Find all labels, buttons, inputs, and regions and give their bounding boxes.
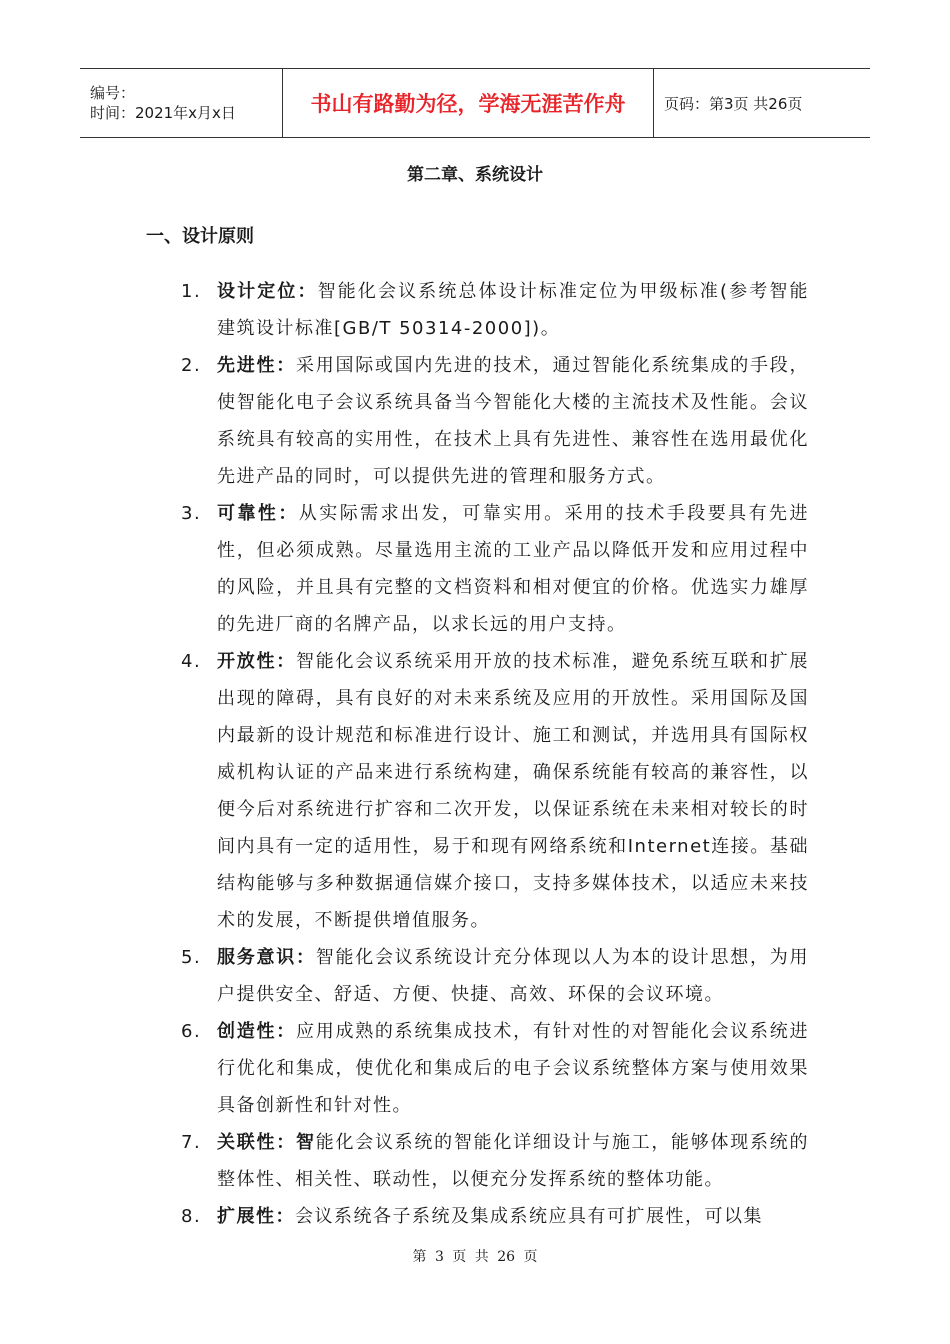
page-footer: 第 3 页 共 26 页 <box>412 1249 538 1265</box>
item-text: 应用成熟的系统集成技术，有针对性的对智能化会议系统进行优化和集成，使优化和集成后的电子会议系统整体方案与使用效果具备创新性和针对性。 <box>217 1021 810 1116</box>
page-header <box>80 68 870 138</box>
item-text: 采用国际或国内先进的技术，通过智能化系统集成的手段，使智能化电子会议系统具备当今智能化大楼的主流技术及性能。会议系统具有较高的实用性，在技术上具有先进性、兼容性在选用最优化先进产品的同时，可以提供先进的管理和服务方式。 <box>217 355 810 487</box>
item-text: 智能化会议系统设计充分体现以人为本的设计思想，为用户提供安全、舒适、方便、快捷、高效、环保的会议环境。 <box>217 947 810 1005</box>
header-page-code <box>654 69 870 137</box>
item-number: 7. <box>181 1132 202 1153</box>
principle-item <box>181 1124 809 1198</box>
item-keyword: 开放性： <box>217 651 296 672</box>
section-title: 一、设计原则 <box>146 226 254 247</box>
principle-item <box>181 273 809 347</box>
item-keyword: 关联性：智 <box>217 1132 316 1153</box>
page-code-text: 页码：第3页 共26页 <box>664 94 803 113</box>
item-keyword: 创造性： <box>217 1021 296 1042</box>
item-text: 会议系统各子系统及集成系统应具有可扩展性，可以集 <box>295 1206 763 1227</box>
item-text: 从实际需求出发，可靠实用。采用的技术手段要具有先进性，但必须成熟。尽量选用主流的工业产品以降低开发和应用过程中的风险，并且具有完整的文档资料和相对便宜的价格。优选实力雄厚的先进厂商的名牌产品，以求长远的用户支持。 <box>217 503 810 635</box>
item-text: 能化会议系统的智能化详细设计与施工，能够体现系统的整体性、相关性、联动性，以便充分发挥系统的整体功能。 <box>217 1132 810 1190</box>
principle-item <box>181 939 809 1013</box>
chapter-title: 第二章、系统设计 <box>407 165 543 185</box>
principle-item <box>181 495 809 643</box>
item-number: 3. <box>181 503 202 524</box>
principle-item <box>181 643 809 939</box>
principle-list <box>181 273 809 1235</box>
serial-label: 编号： <box>90 84 136 102</box>
item-number: 4. <box>181 651 202 672</box>
item-number: 8. <box>181 1206 202 1227</box>
item-keyword: 先进性： <box>217 355 296 376</box>
item-keyword: 设计定位： <box>217 281 318 302</box>
item-keyword: 服务意识： <box>217 947 316 968</box>
item-text: 智能化会议系统采用开放的技术标准，避免系统互联和扩展出现的障碍，具有良好的对未来系统及应用的开放性。采用国际及国内最新的设计规范和标准进行设计、施工和测试，并选用具有国际权威机构认证的产品来进行系统构建，确保系统能有较高的兼容性，以便今后对系统进行扩容和二次开发，以保证系统在未来相对较长的时间内具有一定的适用性，易于和现有网络系统和Internet连接。基础结构能够与多种数据通信媒介接口，支持多媒体技术，以适应未来技术的发展，不断提供增值服务。 <box>217 651 810 931</box>
principle-item <box>181 1013 809 1124</box>
time-label: 时间：2021年x月x日 <box>90 104 236 122</box>
principle-item <box>181 347 809 495</box>
item-number: 5. <box>181 947 202 968</box>
item-keyword: 可靠性： <box>217 503 299 524</box>
header-motto <box>282 69 654 137</box>
motto-text: 书山有路勤为径，学海无涯苦作舟 <box>310 92 626 116</box>
item-number: 2. <box>181 355 202 376</box>
principle-item <box>181 1198 809 1235</box>
item-keyword: 扩展性： <box>217 1206 295 1227</box>
item-number: 6. <box>181 1021 202 1042</box>
item-number: 1. <box>181 281 202 302</box>
item-text: 智能化会议系统总体设计标准定位为甲级标准(参考智能建筑设计标准[GB/T 50314-2000])。 <box>217 281 810 339</box>
header-meta <box>80 69 282 137</box>
